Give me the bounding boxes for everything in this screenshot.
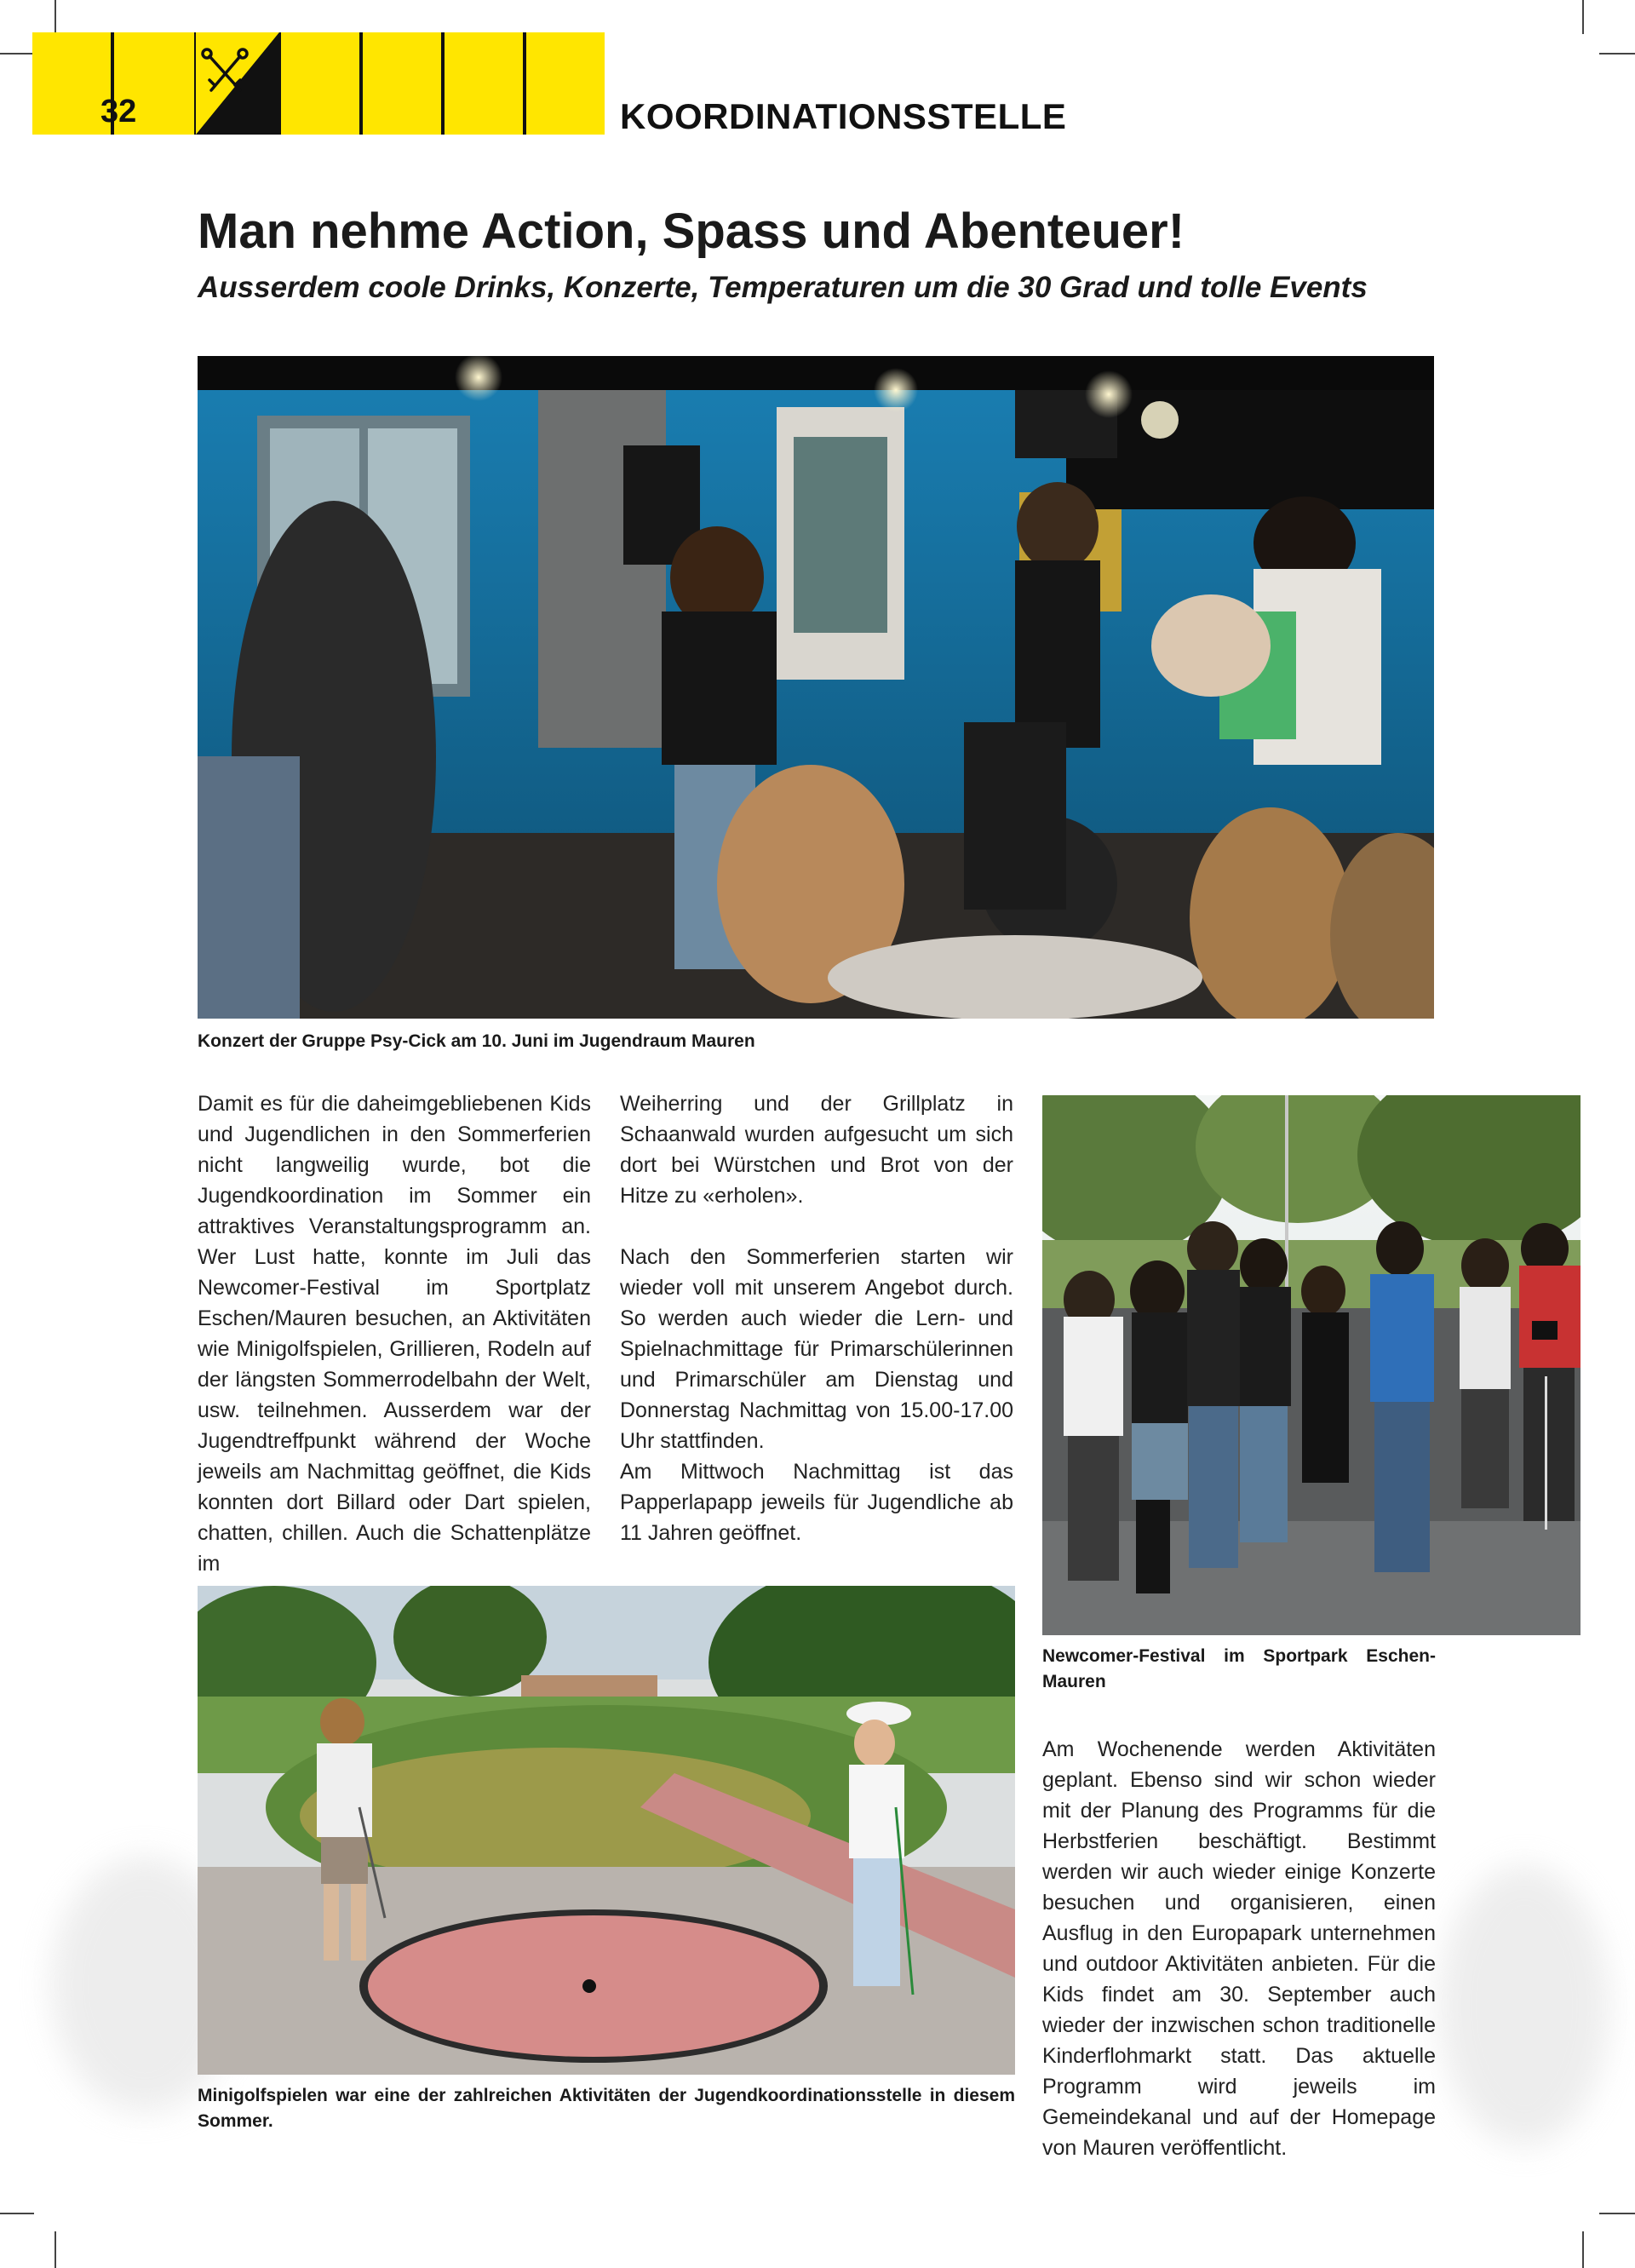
crop-mark [54,0,56,34]
body-paragraph: Damit es für die daheimgebliebenen Kids und Jugendlichen in den Sommerferien nicht langweilig wurde, bot die Jugendkoordination im Sommer ein attraktives Veranstaltungsprogramm an. Wer Lust hatte, konnte im Juli das Newcomer-Festival im Sportplatz Eschen/Mauren besuchen, an Aktivitäten wie Minigolfspielen, Grillieren, Rodeln auf der längsten Sommerrodelbahn der Welt, usw. teilnehmen. Ausserdem war der Jugendtreffpunkt während der Woche jeweils am Nachmittag geöffnet, die Kids konnten dort Billard oder Dart spielen, chatten, chillen. Auch die Schattenplätze im [198,1092,591,1576]
minigolf-photo [198,1586,1015,2075]
crop-mark [1582,0,1584,34]
crop-mark [54,2231,56,2268]
article-headline: Man nehme Action, Spass und Abenteuer! [198,204,1185,259]
body-column-3 [1042,1734,1436,2163]
crop-mark [0,2213,34,2214]
body-column-2 [620,1088,1013,1548]
page-number: 32 [100,94,137,129]
concert-photo [198,356,1434,1019]
article-subheadline: Ausserdem coole Drinks, Konzerte, Temperaturen um die 30 Grad und tolle Events [198,271,1368,304]
crop-mark [1599,2213,1635,2214]
crop-mark [0,53,34,55]
body-paragraph: Weiherring und der Grillplatz in Schaanwald wurden aufgesucht um sich dort bei Würstchen und Brot von der Hitze zu «erholen». [620,1092,1013,1208]
decorative-smudge [1439,1865,1609,2146]
crop-mark [1582,2231,1584,2268]
concert-photo-caption: Konzert der Gruppe Psy-Cick am 10. Juni im Jugendraum Mauren [198,1031,755,1051]
festival-photo [1042,1095,1580,1635]
body-paragraph: Nach den Sommerferien starten wir wieder voll mit unserem Angebot durch. So werden auch wieder die Lern- und Spielnachmittage für Primarschülerinnen und Primarschüler am Dienstag und Donnerstag Nachmittag von 15.00-17.00 Uhr stattfinden. [620,1245,1013,1453]
body-column-1 [198,1088,591,1579]
body-paragraph: Am Mittwoch Nachmittag ist das Papperlapapp jeweils für Jugendliche ab 11 Jahren geöffnet. [620,1460,1013,1545]
festival-photo-caption: Newcomer-Festival im Sportpark Eschen-Mauren [1042,1646,1436,1692]
crop-mark [1599,53,1635,55]
crossed-keys-logo [196,32,279,135]
section-title: KOORDINATIONSSTELLE [620,96,1067,136]
body-paragraph: Am Wochenende werden Aktivitäten geplant. Ebenso sind wir schon wieder mit der Planung des Programms für die Herbstferien beschäftigt. Bestimmt werden wir auch wieder einige Konzerte besuchen und organisieren, einen Ausflug in den Europapark unternehmen und outdoor Aktivitäten anbieten. Für die Kids findet am 30. September auch wieder der inzwischen schon traditionelle Kinderflohmarkt statt. Das aktuelle Programm wird jeweils im Gemeindekanal und auf der Homepage von Mauren veröffentlicht. [1042,1737,1436,2160]
minigolf-photo-caption: Minigolfspielen war eine der zahlreichen Aktivitäten der Jugendkoordinationsstelle in diesem Sommer. [198,2086,1015,2132]
